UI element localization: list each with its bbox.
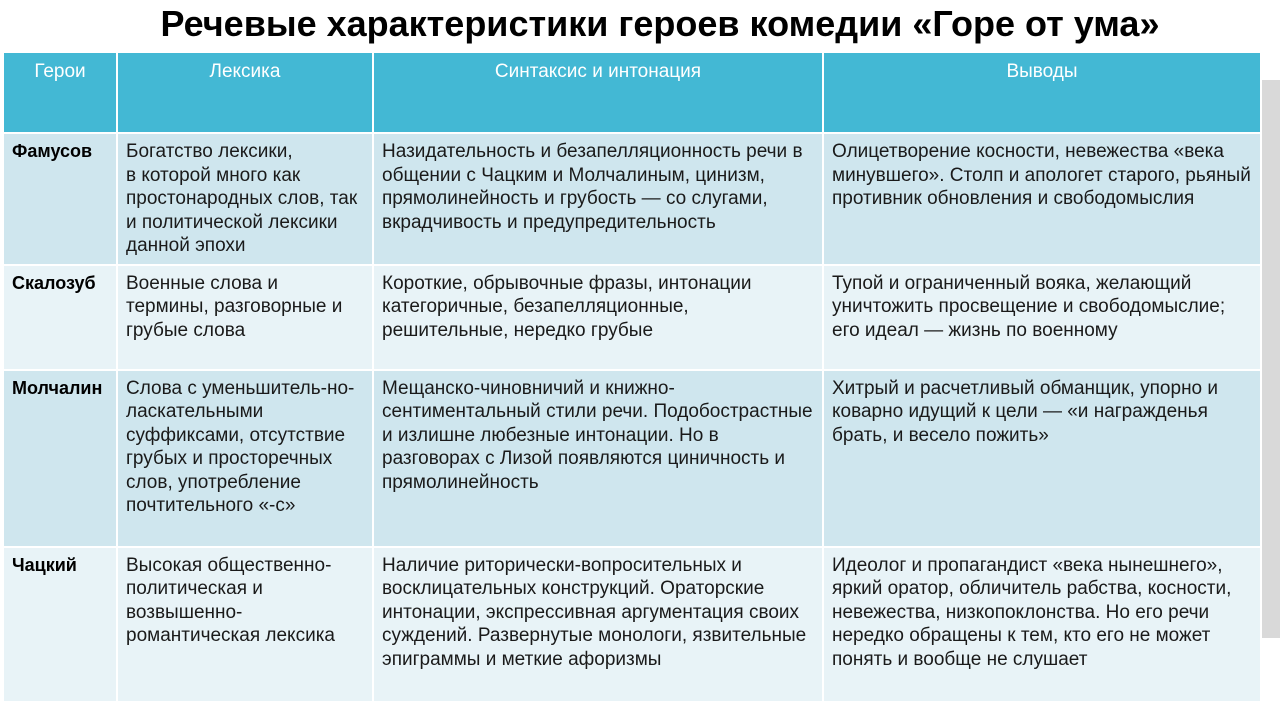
conclusions-cell: Тупой и ограниченный вояка, желающий уничтожить просвещение и свободомыслие; его идеал — жизнь по военному xyxy=(823,265,1261,370)
conclusions-cell: Олицетворение косности, невежества «века минувшего». Столп и апологет старого, рьяный противник обновления и свободомыслия xyxy=(823,133,1261,265)
header-syntax: Синтаксис и интонация xyxy=(373,52,823,133)
hero-name: Фамусов xyxy=(3,133,117,265)
conclusions-cell: Идеолог и пропагандист «века нынешнего», яркий оратор, обличитель рабства, косности, невежества, низкопоклонства. Но его речи нередко обращены к тем, кто его не может понять и вообще не слушает xyxy=(823,547,1261,702)
characteristics-table xyxy=(2,51,1262,703)
header-conclusions: Выводы xyxy=(823,52,1261,133)
table-row xyxy=(3,370,1261,547)
lexicon-cell: Высокая общественно-политическая и возвышенно-романтическая лексика xyxy=(117,547,373,702)
header-lexicon: Лексика xyxy=(117,52,373,133)
lexicon-cell: Военные слова и термины, разговорные и грубые слова xyxy=(117,265,373,370)
syntax-cell: Наличие риторически-вопросительных и восклицательных конструкций. Ораторские интонации, экспрессивная аргументация своих суждений. Развернутые монологи, язвительные эпиграммы и меткие афоризмы xyxy=(373,547,823,702)
lexicon-cell: Слова с уменьшитель-но-ласкательными суффиксами, отсутствие грубых и просторечных слов, употребление почтительного «-с» xyxy=(117,370,373,547)
conclusions-cell: Хитрый и расчетливый обманщик, упорно и коварно идущий к цели — «и награжденья брать, и весело пожить» xyxy=(823,370,1261,547)
table-row xyxy=(3,265,1261,370)
syntax-cell: Мещанско-чиновничий и книжно-сентиментальный стили речи. Подобострастные и излишне любезные интонации. Но в разговорах с Лизой появляются циничность и прямолинейность xyxy=(373,370,823,547)
table-header-row xyxy=(3,52,1261,133)
lexicon-cell: Богатство лексики, в которой много как простонародных слов, так и политической лексики данной эпохи xyxy=(117,133,373,265)
hero-name: Скалозуб xyxy=(3,265,117,370)
side-panel xyxy=(1260,80,1280,638)
table-row xyxy=(3,547,1261,702)
hero-name: Молчалин xyxy=(3,370,117,547)
hero-name: Чацкий xyxy=(3,547,117,702)
slide-title: Речевые характеристики героев комедии «Горе от ума» xyxy=(160,3,1160,44)
syntax-cell: Назидательность и безапелляционность речи в общении с Чацким и Молчалиным, цинизм, прямолинейность и грубость — со слугами, вкрадчивость и предупредительность xyxy=(373,133,823,265)
table-row xyxy=(3,133,1261,265)
syntax-cell: Короткие, обрывочные фразы, интонации категоричные, безапелляционные, решительные, нередко грубые xyxy=(373,265,823,370)
header-heroes: Герои xyxy=(3,52,117,133)
